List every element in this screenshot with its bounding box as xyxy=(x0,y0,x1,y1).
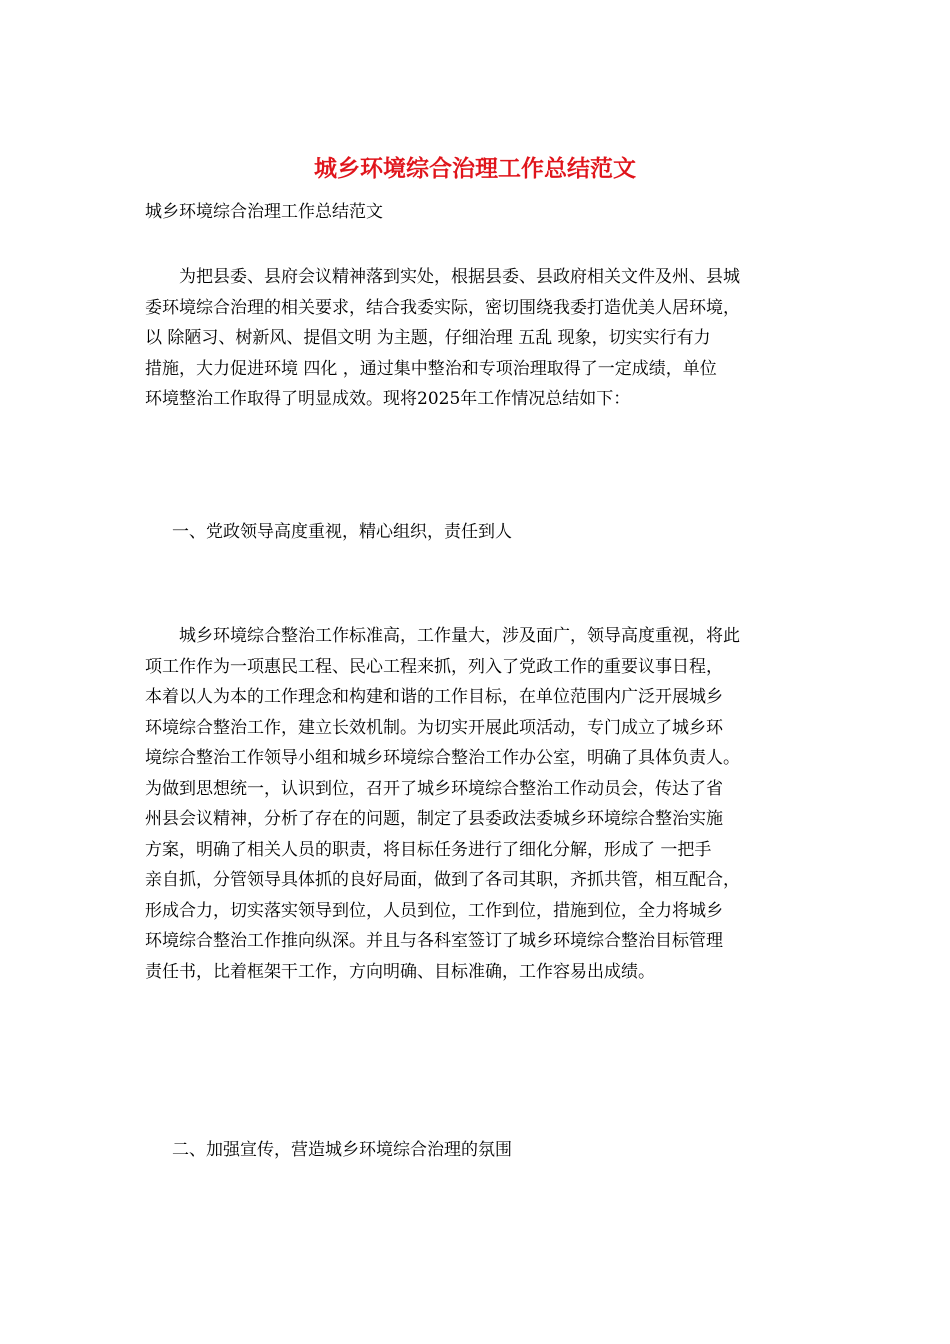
section-1-line: 为做到思想统一，认识到位，召开了城乡环境综合整治工作动员会，传达了省 xyxy=(145,778,723,799)
section-1-heading: 一、党政领导高度重视，精心组织，责任到人 xyxy=(172,522,512,542)
intro-line: 为把县委、县府会议精神落到实处，根据县委、县政府相关文件及州、县城 xyxy=(145,267,740,287)
section-1-line: 州县会议精神，分析了存在的问题，制定了县委政法委城乡环境综合整治实施 xyxy=(145,809,723,829)
section-1-line: 环境综合整治工作，建立长效机制。为切实开展此项活动，专门成立了城乡环 xyxy=(145,717,723,738)
section-1-line: 环境综合整治工作推向纵深。并且与各科室签订了城乡环境综合整治目标管理 xyxy=(145,931,723,951)
section-2-heading: 二、加强宣传，营造城乡环境综合治理的氛围 xyxy=(172,1140,512,1160)
intro-line: 环境整治工作取得了明显成效。现将2025年工作情况总结如下： xyxy=(145,389,631,409)
section-1-line: 形成合力，切实落实领导到位，人员到位，工作到位，措施到位，全力将城乡 xyxy=(145,900,723,921)
intro-paragraph xyxy=(145,262,810,415)
document-subtitle: 城乡环境综合治理工作总结范文 xyxy=(145,202,383,222)
intro-line: 措施，大力促进环境 四化 ，通过集中整治和专项治理取得了一定成绩，单位 xyxy=(145,358,717,379)
intro-line: 以 除陋习、树新风、提倡文明 为主题，仔细治理 五乱 现象，切实实行有力 xyxy=(145,328,711,348)
intro-line: 委环境综合治理的相关要求，结合我委实际，密切围绕我委打造优美人居环境， xyxy=(145,297,740,318)
section-1-line: 本着以人为本的工作理念和构建和谐的工作目标，在单位范围内广泛开展城乡 xyxy=(145,687,723,707)
section-1-paragraph xyxy=(145,621,810,987)
section-1-line: 项工作作为一项惠民工程、民心工程来抓，列入了党政工作的重要议事日程， xyxy=(145,656,723,677)
document-title: 城乡环境综合治理工作总结范文 xyxy=(314,155,636,182)
section-1-line: 亲自抓，分管领导具体抓的良好局面，做到了各司其职，齐抓共管，相互配合， xyxy=(145,870,740,890)
section-1-line: 方案，明确了相关人员的职责，将目标任务进行了细化分解，形成了 一把手 xyxy=(145,839,712,860)
section-1-line: 境综合整治工作领导小组和城乡环境综合整治工作办公室，明确了具体负责人。 xyxy=(145,748,740,768)
section-1-line: 城乡环境综合整治工作标准高，工作量大，涉及面广，领导高度重视，将此 xyxy=(145,626,740,646)
section-1-line: 责任书，比着框架干工作，方向明确、目标准确，工作容易出成绩。 xyxy=(145,961,655,982)
